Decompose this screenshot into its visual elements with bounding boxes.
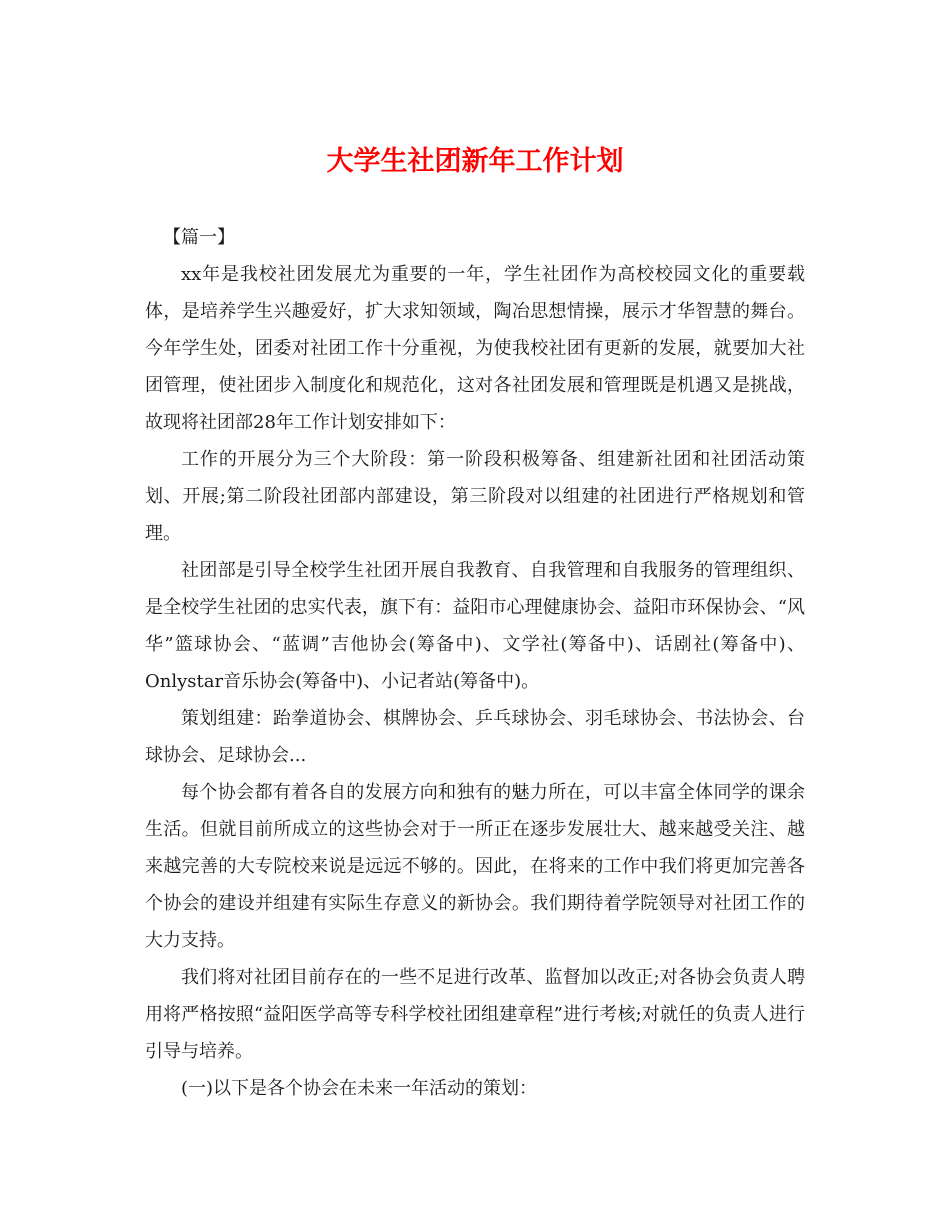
- section-label: 【篇一】: [163, 227, 235, 248]
- document-body: [145, 219, 805, 1107]
- paragraph-reform: 我们将对社团目前存在的一些不足进行改革、监督加以改正;对各协会负责人聘用将严格按照“益阳医学高等专科学校社团组建章程”进行考核;对就任的负责人进行引导与培养。: [145, 967, 805, 1062]
- document-title: 大学生社团新年工作计划: [326, 146, 624, 177]
- paragraph-stages: 工作的开展分为三个大阶段：第一阶段积极筹备、组建新社团和社团活动策划、开展;第二阶段社团部内部建设，第三阶段对以组建的社团进行严格规划和管理。: [145, 449, 805, 544]
- paragraph-plan-heading: (一)以下是各个协会在未来一年活动的策划：: [181, 1078, 538, 1099]
- paragraph-associations: 社团部是引导全校学生社团开展自我教育、自我管理和自我服务的管理组织、是全校学生社团的忠实代表，旗下有：益阳市心理健康协会、益阳市环保协会、“风华”篮球协会、“蓝调”吉他协会(筹备中)、文学社(筹备中)、话剧社(筹备中)、Onlystar音乐协会(筹备中)、小记者站(筹备中)。: [145, 560, 805, 692]
- paragraph-development: 每个协会都有着各自的发展方向和独有的魅力所在，可以丰富全体同学的课余生活。但就目前所成立的这些协会对于一所正在逐步发展壮大、越来越受关注、越来越完善的大专院校来说是远远不够的。因此，在将来的工作中我们将更加完善各个协会的建设并组建有实际生存意义的新协会。我们期待着学院领导对社团工作的大力支持。: [145, 782, 805, 951]
- paragraph-intro: xx年是我校社团发展尤为重要的一年，学生社团作为高校校园文化的重要载体，是培养学生兴趣爱好，扩大求知领域，陶冶思想情操，展示才华智慧的舞台。今年学生处，团委对社团工作十分重视，为使我校社团有更新的发展，就要加大社团管理，使社团步入制度化和规范化，这对各社团发展和管理既是机遇又是挑战，故现将社团部28年工作计划安排如下：: [145, 264, 805, 433]
- paragraph-planned: 策划组建：跆拳道协会、棋牌协会、乒乓球协会、羽毛球协会、书法协会、台球协会、足球协会...: [145, 708, 805, 766]
